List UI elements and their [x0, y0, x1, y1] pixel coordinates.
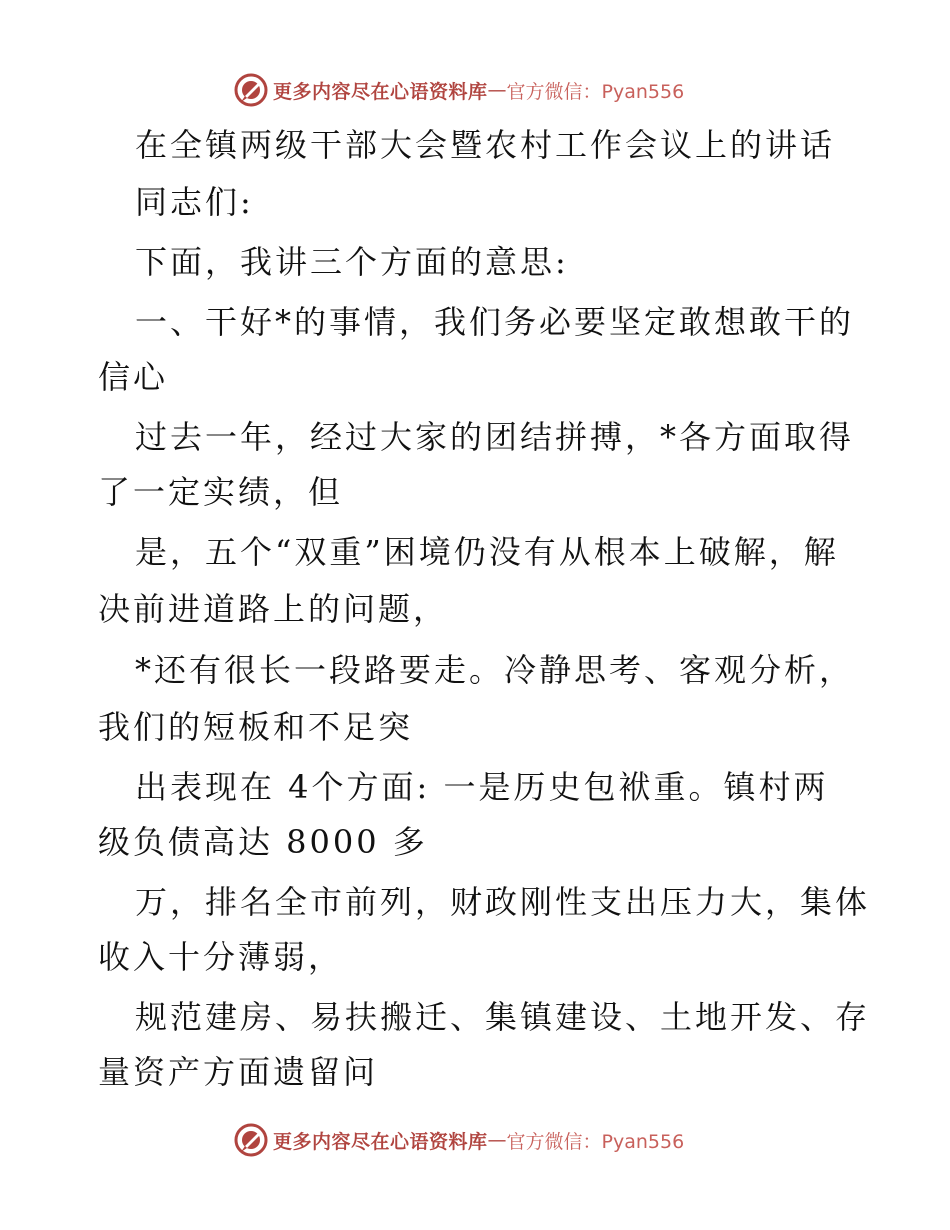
text-line: 级负债高达 8000 多: [98, 823, 428, 861]
text-line: 出表现在 4个方面: 一是历史包袱重。镇村两: [135, 768, 829, 806]
text-line: 信心: [98, 358, 169, 396]
text-line: 了一定实绩，但: [98, 473, 344, 511]
text-line: 规范建房、易扶搬迁、集镇建设、土地开发、存: [135, 998, 871, 1036]
watermark-dash: —: [487, 1129, 507, 1151]
document-title: 在全镇两级干部大会暨农村工作会议上的讲话: [135, 126, 836, 164]
text-line: 决前进道路上的问题，: [98, 590, 449, 628]
text-line: 我们的短板和不足突: [98, 708, 414, 746]
text-line: 量资产方面遗留问: [98, 1053, 379, 1091]
text-line: 是，五个“双重”困境仍没有从根本上破解，解: [135, 533, 839, 571]
text-line: 收入十分薄弱，: [98, 938, 344, 976]
watermark-brand-text: 更多内容尽在心语资料库: [273, 80, 488, 103]
watermark-wechat-text: 官方微信：Pyan556: [506, 1130, 685, 1153]
text-line: 过去一年，经过大家的团结拼搏，*各方面取得: [135, 418, 855, 456]
pen-logo-icon: [233, 72, 269, 108]
text-line: 一、干好*的事情，我们务必要坚定敢想敢干的: [135, 303, 855, 341]
footer-watermark: [233, 1122, 684, 1158]
watermark-brand-text: 更多内容尽在心语资料库: [273, 1130, 488, 1153]
text-line: 下面，我讲三个方面的意思:: [135, 243, 569, 281]
watermark-dash: —: [487, 79, 507, 101]
header-watermark: [233, 72, 684, 108]
text-line: *还有很长一段路要走。冷静思考、客观分析，: [135, 651, 855, 689]
text-line: 万，排名全市前列，财政刚性支出压力大，集体: [135, 883, 871, 921]
pen-logo-icon: [233, 1122, 269, 1158]
watermark-wechat-text: 官方微信：Pyan556: [506, 80, 685, 103]
text-line: 同志们:: [135, 183, 254, 221]
